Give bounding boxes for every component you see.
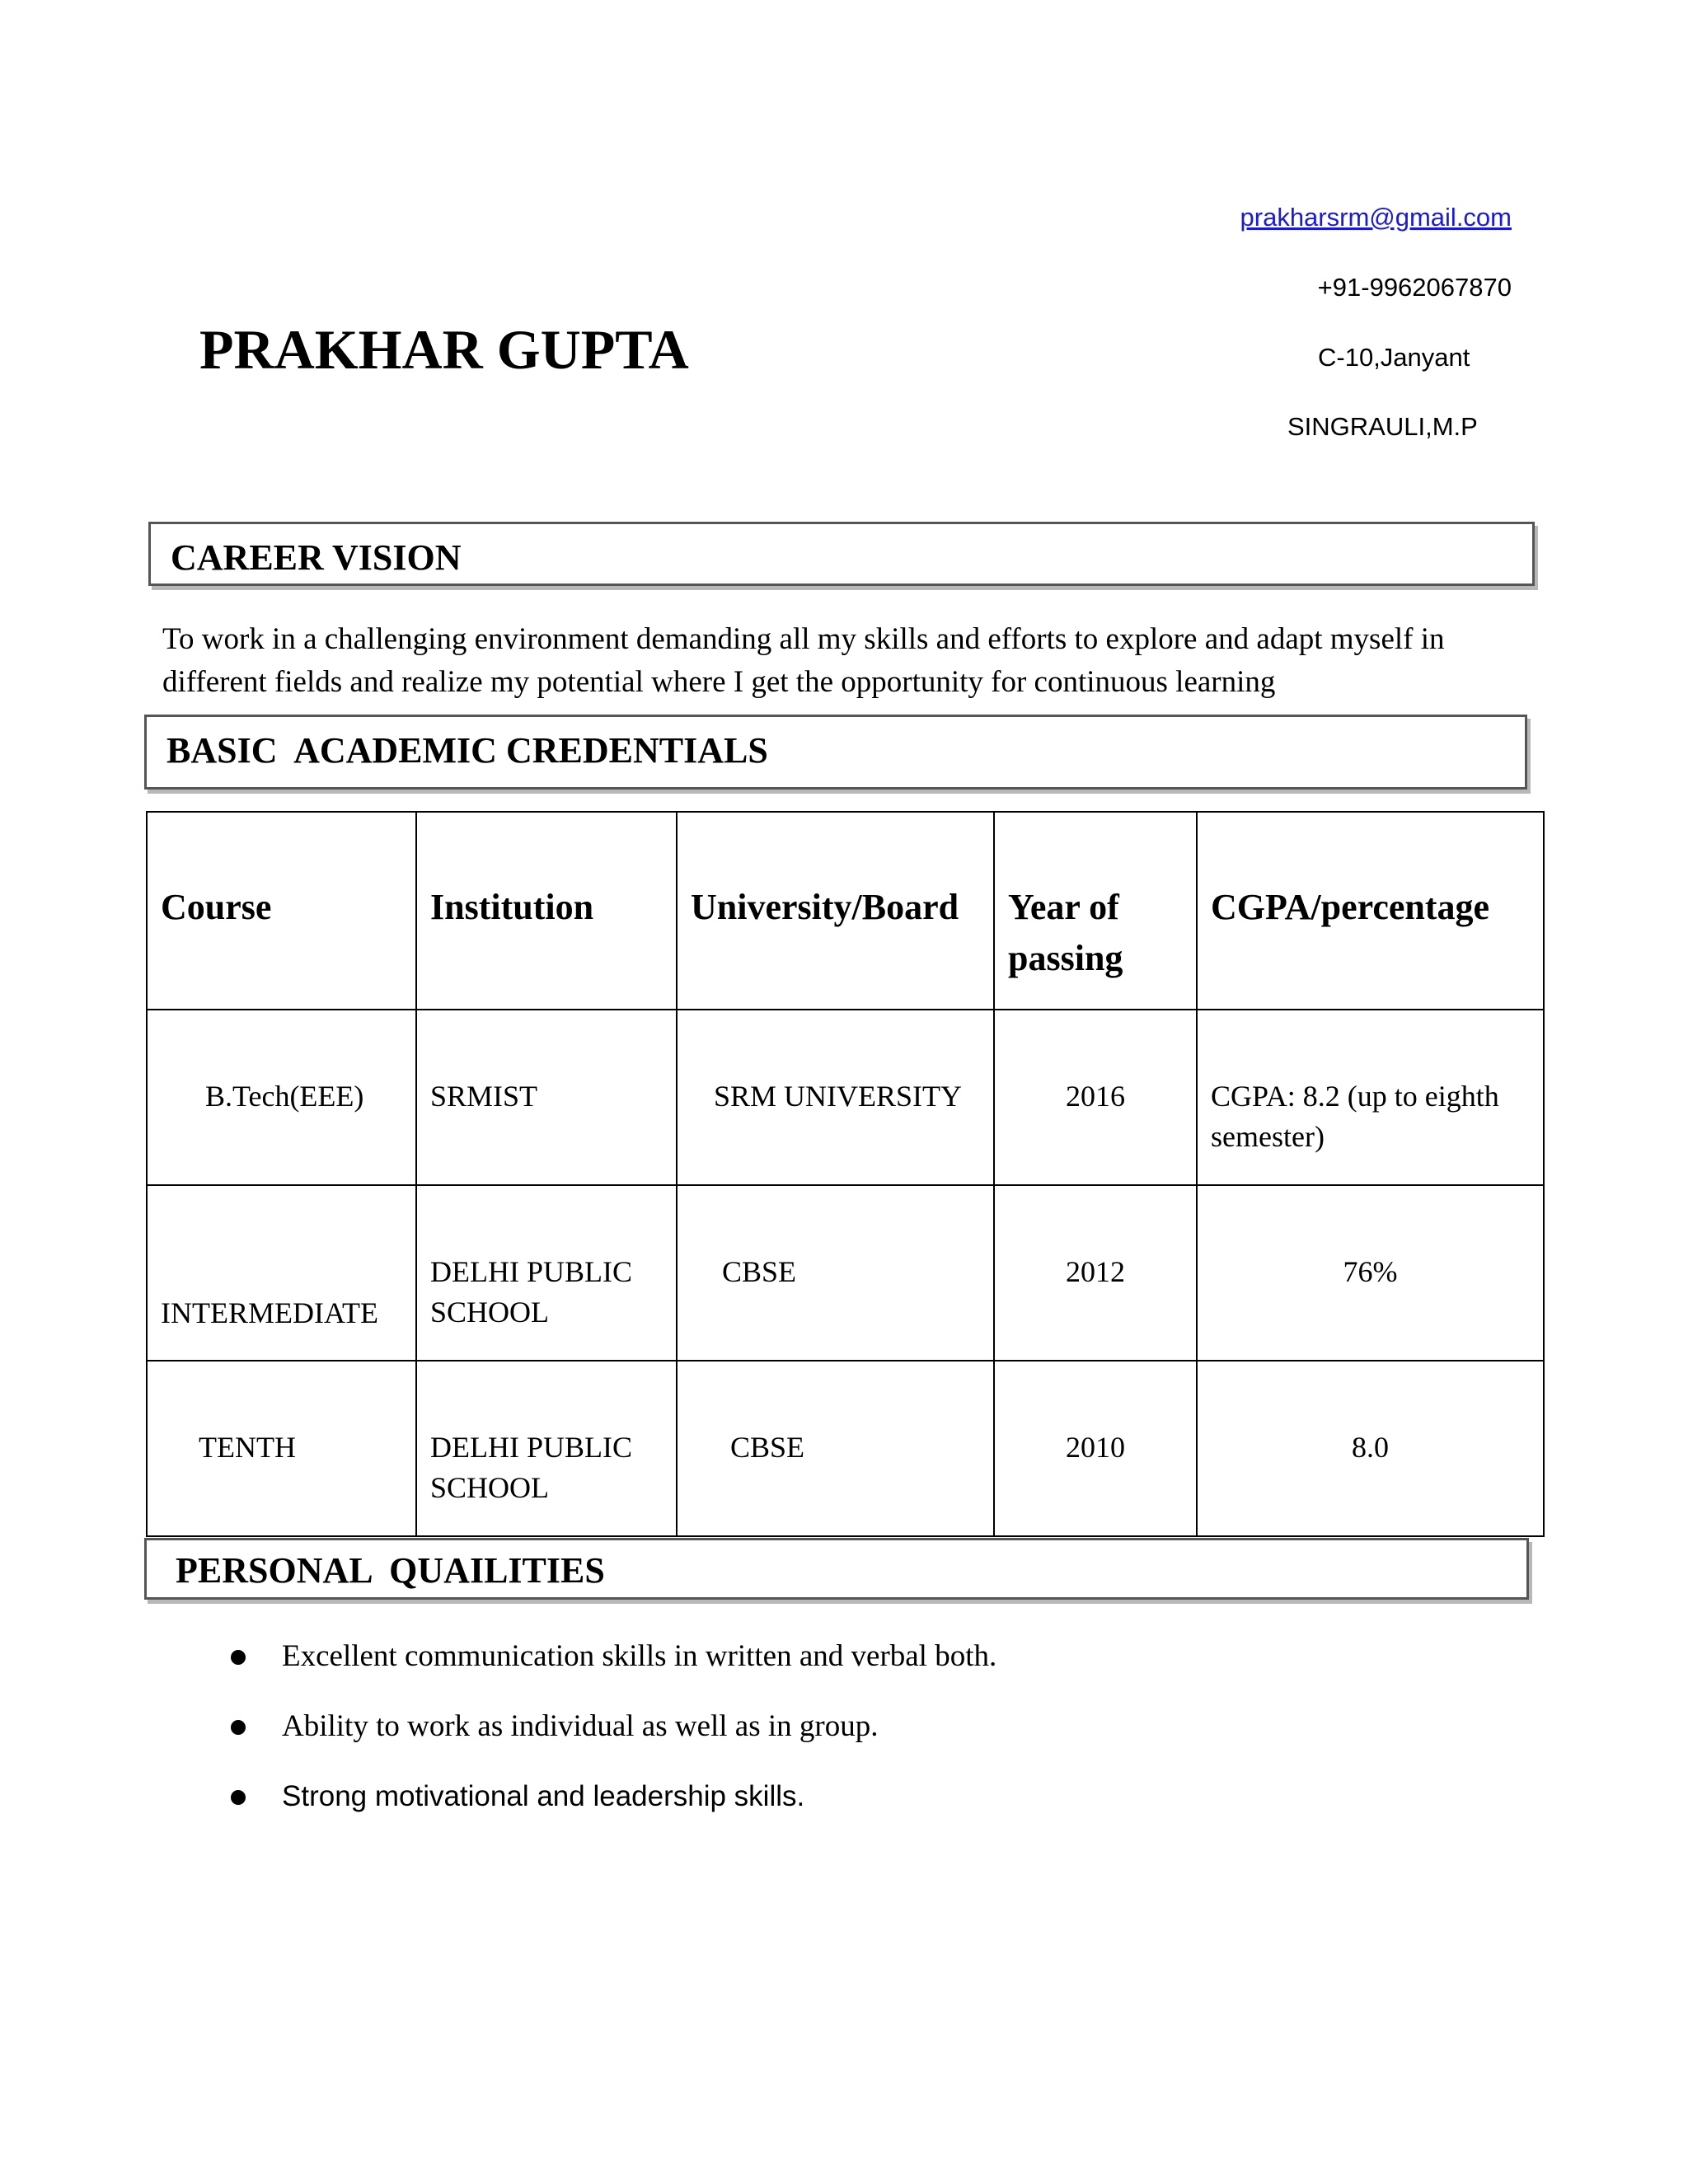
list-item bbox=[231, 1640, 996, 1673]
qualities-list bbox=[231, 1640, 996, 1850]
cell-institution: SRMIST bbox=[416, 1010, 677, 1185]
table-row bbox=[147, 1361, 1544, 1536]
table-header-row bbox=[147, 812, 1544, 1010]
cell-course: TENTH bbox=[147, 1361, 416, 1536]
cell-institution: DELHI PUBLIC SCHOOL bbox=[416, 1185, 677, 1361]
career-vision-text: To work in a challenging environment demanding all my skills and efforts to explore and adapt myself in different fields and realize my potential where I get the opportunity for continuous learning bbox=[162, 622, 1445, 699]
credentials-title: BASIC ACADEMIC CREDENTIALS bbox=[166, 730, 768, 771]
candidate-name: PRAKHAR GUPTA bbox=[199, 318, 689, 381]
qualities-title: PERSONAL QUAILITIES bbox=[176, 1550, 605, 1591]
quality-text: Strong motivational and leadership skills. bbox=[282, 1780, 805, 1812]
header-university-board: University/Board bbox=[677, 812, 994, 1010]
career-vision-title: CAREER VISION bbox=[171, 537, 462, 578]
cell-university-board: CBSE bbox=[677, 1185, 994, 1361]
cell-cgpa: 8.0 bbox=[1197, 1361, 1544, 1536]
cell-cgpa: CGPA: 8.2 (up to eighth semester) bbox=[1197, 1010, 1544, 1185]
quality-text: Ability to work as individual as well as in group. bbox=[282, 1709, 879, 1743]
cell-year: 2016 bbox=[994, 1010, 1197, 1185]
cell-year: 2010 bbox=[994, 1361, 1197, 1536]
bullet-icon bbox=[231, 1790, 246, 1805]
list-item bbox=[231, 1710, 996, 1743]
table-row bbox=[147, 1185, 1544, 1361]
cell-cgpa: 76% bbox=[1197, 1185, 1544, 1361]
cell-institution: DELHI PUBLIC SCHOOL bbox=[416, 1361, 677, 1536]
cell-university-board: CBSE bbox=[677, 1361, 994, 1536]
credentials-table bbox=[146, 811, 1545, 1537]
email-link[interactable]: prakharsrm@gmail.com bbox=[1240, 203, 1512, 232]
header-year-of-passing: Year of passing bbox=[994, 812, 1197, 1010]
address-line-1: C-10,Janyant bbox=[1318, 343, 1470, 372]
header-institution: Institution bbox=[416, 812, 677, 1010]
cell-course: B.Tech(EEE) bbox=[147, 1010, 416, 1185]
cell-year: 2012 bbox=[994, 1185, 1197, 1361]
bullet-icon bbox=[231, 1720, 246, 1735]
cell-course: INTERMEDIATE bbox=[147, 1185, 416, 1361]
phone-number: +91-9962067870 bbox=[1317, 273, 1512, 302]
list-item bbox=[231, 1780, 996, 1813]
cell-university-board: SRM UNIVERSITY bbox=[677, 1010, 994, 1185]
header-cgpa-percentage: CGPA/percentage bbox=[1197, 812, 1544, 1010]
header-course: Course bbox=[147, 812, 416, 1010]
table-row bbox=[147, 1010, 1544, 1185]
quality-text: Excellent communication skills in written and verbal both. bbox=[282, 1639, 997, 1673]
address-line-2: SINGRAULI,M.P bbox=[1287, 412, 1478, 441]
bullet-icon bbox=[231, 1650, 246, 1665]
